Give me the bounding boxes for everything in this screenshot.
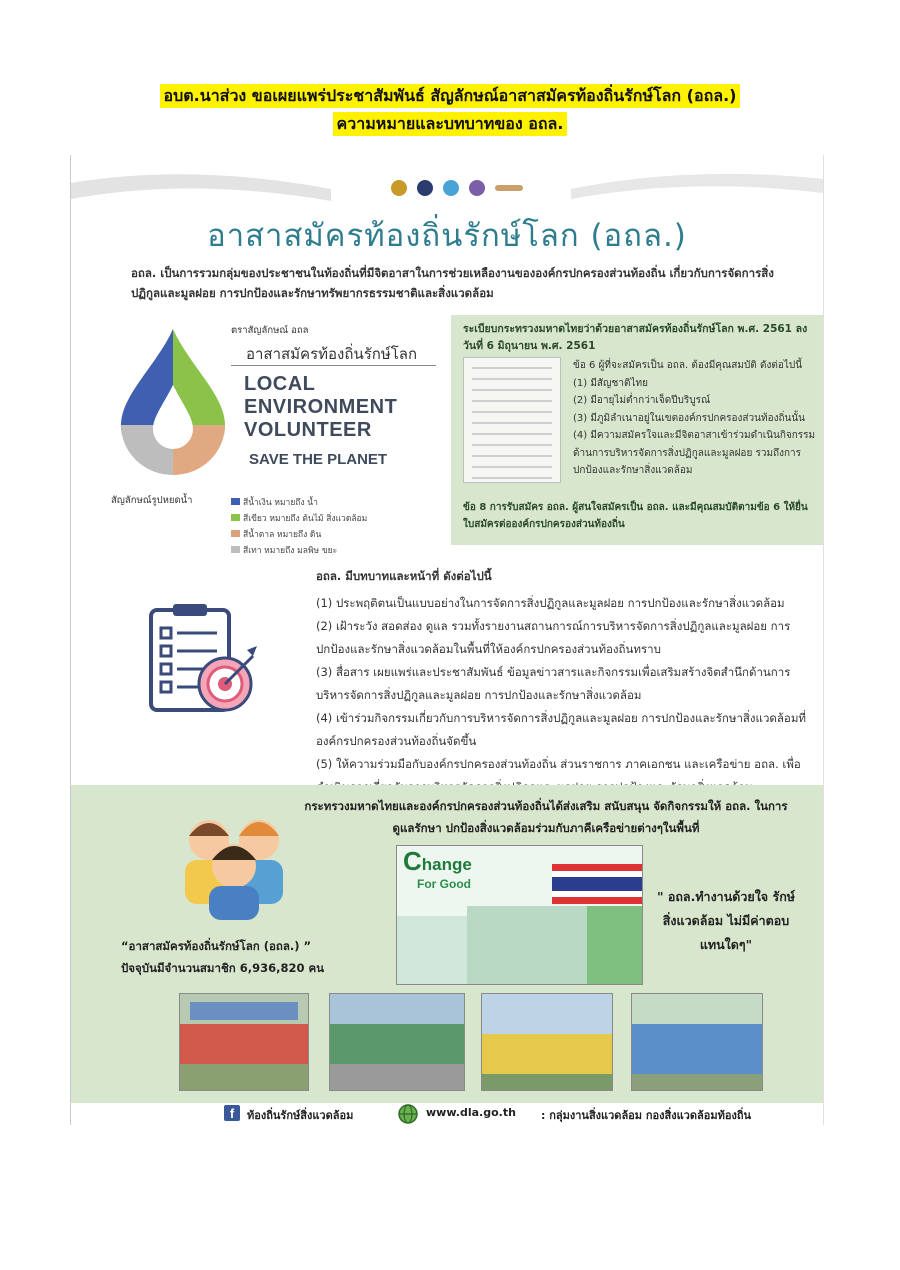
regulation-list [573,357,818,480]
campaign-image [396,845,643,985]
list-item: (4) เข้าร่วมกิจกรรมเกี่ยวกับการบริหารจัดการสิ่งปฏิกูลและมูลฝอย การปกป้องและรักษาสิ่งแวดล้อมที่องค์กรปกครองส่วนท้องถิ่นจัดขึ้น [316,711,807,748]
partner-logos [391,177,523,196]
list-item: (4) มีความสมัครใจและมีจิตอาสาเข้าร่วมดำเนินกิจกรรมด้านการบริหารจัดการสิ่งปฏิกูลและมูลฝอย รวมถึงการปกป้องและรักษาสิ่งแวดล้อม [573,430,816,476]
duties-heading: อถล. มีบทบาทและหน้าที่ ดังต่อไปนี้ [316,569,492,583]
color-legend [231,495,367,559]
list-item: (1) มีสัญชาติไทย [573,377,648,389]
clause8: ข้อ 8 การรับสมัคร อถล. ผู้สนใจสมัครเป็น อถล. และมีคุณสมบัติตามข้อ 6 ให้ยื่นใบสมัครต่อองค์กรปกครองส่วนท้องถิ่น [463,502,808,530]
duties-section [316,565,816,799]
emblem-en-line1: LOCAL [244,373,316,395]
legend-item: สีเทา หมายถึง มลพิษ ขยะ [231,543,367,559]
logo-caption: สัญลักษณ์รูปหยดน้ำ [111,495,193,506]
poster [70,155,824,1125]
change-for-good-logo [443,180,459,196]
recycle-bins-photo [397,916,467,984]
poster-intro: อถล. เป็นการรวมกลุ่มของประชาชนในท้องถิ่นที่มีจิตอาสาในการช่วยเหลืองานขององค์กรปกครองส่วนท้องถิ่น เกี่ยวกับการจัดการสิ่งปฏิกูลและมูลฝอย การปกป้องและรักษาทรัพยากรธรรมชาติและสิ่งแวดล้อม [131,266,774,300]
activity-photo-1 [179,993,309,1091]
header-line1: อบต.นาส่วง ขอเผยแพร่ประชาสัมพันธ์ สัญลักษณ์อาสาสมัครท้องถิ่นรักษ์โลก (อถล.) [160,84,741,108]
globe-icon [398,1104,418,1124]
swatch-green [231,514,240,521]
list-item: (2) เฝ้าระวัง สอดส่อง ดูแล รวมทั้งรายงานสถานการณ์การบริหารจัดการสิ่งปฏิกูลและมูลฝอย การปกป้องและรักษาสิ่งแวดล้อมในพื้นที่ให้องค์กรปกครองส่วนท้องถิ่นทราบ [316,619,791,656]
thai-flag [552,864,642,904]
list-item: (3) มีภูมิลำเนาอยู่ในเขตองค์กรปกครองส่วนท้องถิ่นนั้น [573,412,806,424]
facebook-icon: f [224,1105,240,1121]
swatch-brown [231,530,240,537]
right-quote: " อถล.ทำงานด้วยใจ รักษ์สิ่งแวดล้อม ไม่มีค่าตอบแทนใดๆ" [656,889,796,952]
emblem-tagline: SAVE THE PLANET [249,451,388,468]
website-link[interactable]: www.dla.go.th [426,1106,516,1119]
list-item: (1) ประพฤติตนเป็นแบบอย่างในการจัดการสิ่งปฏิกูลและมูลฝอย การปกป้องและรักษาสิ่งแวดล้อม [316,596,785,610]
emblem-divider [231,365,436,366]
clause6: ข้อ 6 ผู้ที่จะสมัครเป็น อถล. ต้องมีคุณสมบัติ ดังต่อไปนี้ [573,360,803,371]
emblem-logo-5 [495,185,523,191]
poster-title: อาสาสมัครท้องถิ่นรักษ์โลก (อถล.) [207,218,687,254]
regulation-title: ระเบียบกระทรวงมหาดไทยว่าด้วยอาสาสมัครท้องถิ่นรักษ์โลก พ.ศ. 2561 ลงวันที่ 6 มิถุนายน พ.ศ. 2561 [463,323,808,352]
members-quote: “อาสาสมัครท้องถิ่นรักษ์โลก (อถล.) ” [121,939,312,953]
support-text: กระทรวงมหาดไทยและองค์กรปกครองส่วนท้องถิ่นได้ส่งเสริม สนับสนุน จัดกิจกรรมให้ อถล. ในการดูแลรักษา ปกป้องสิ่งแวดล้อมร่วมกับภาคีเครือข่ายต่างๆในพื้นที่ [304,799,788,835]
activity-photo-4 [631,993,763,1091]
header-line1-wrap [0,84,900,108]
emblem-en-line3: VOLUNTEER [244,419,372,441]
emblem-label: ตราสัญลักษณ์ อถล [231,325,309,336]
volunteer-group-photo [467,906,587,984]
emblem-logo-4 [469,180,485,196]
water-drop-logo [117,325,229,477]
activity-photo-3 [481,993,613,1091]
poster-footer [71,1103,823,1125]
volunteers-illustration [171,810,291,920]
change-for-good-text: Change For Good [403,846,472,891]
members-count: ปัจจุบันมีจำนวนสมาชิก 6,936,820 คน [121,961,325,975]
tree-photo [587,906,642,984]
emblem-logo-2 [417,180,433,196]
document-thumbnail [463,357,561,483]
emblem-thai: อาสาสมัครท้องถิ่นรักษ์โลก [246,345,418,363]
emblem-en-line2: ENVIRONMENT [244,396,398,418]
legend-item: สีน้ำเงิน หมายถึง น้ำ [231,495,367,511]
header-line2-wrap [0,112,900,136]
department-text: : กลุ่มงานสิ่งแวดล้อม กองสิ่งแวดล้อมท้องถิ่น [541,1109,752,1122]
clipboard-target-icon [143,600,263,720]
legend-item: สีน้ำตาล หมายถึง ดิน [231,527,367,543]
activity-photo-2 [329,993,465,1091]
list-item: (2) มีอายุไม่ต่ำกว่าเจ็ดปีบริบูรณ์ [573,395,711,406]
legend-item: สีเขียว หมายถึง ต้นไม้ สิ่งแวดล้อม [231,511,367,527]
header-line2: ความหมายและบทบาทของ อถล. [333,112,568,136]
list-item: (5) ให้ความร่วมมือกับองค์กรปกครองส่วนท้องถิ่น ส่วนราชการ ภาคเอกชน และเครือข่าย อถล. เพื่อ [316,757,801,771]
emblem-logo-1 [391,180,407,196]
facebook-page[interactable]: ท้องถิ่นรักษ์สิ่งแวดล้อม [247,1109,354,1122]
swatch-blue [231,498,240,505]
list-item: (3) สื่อสาร เผยแพร่และประชาสัมพันธ์ ข้อมูลข่าวสารและกิจกรรมเพื่อเสริมสร้างจิตสำนึกด้านการบริหารจัดการสิ่งปฏิกูลและมูลฝอย การปกป้องและรักษาสิ่งแวดล้อม [316,665,791,702]
members-block [121,935,381,979]
swatch-gray [231,546,240,553]
